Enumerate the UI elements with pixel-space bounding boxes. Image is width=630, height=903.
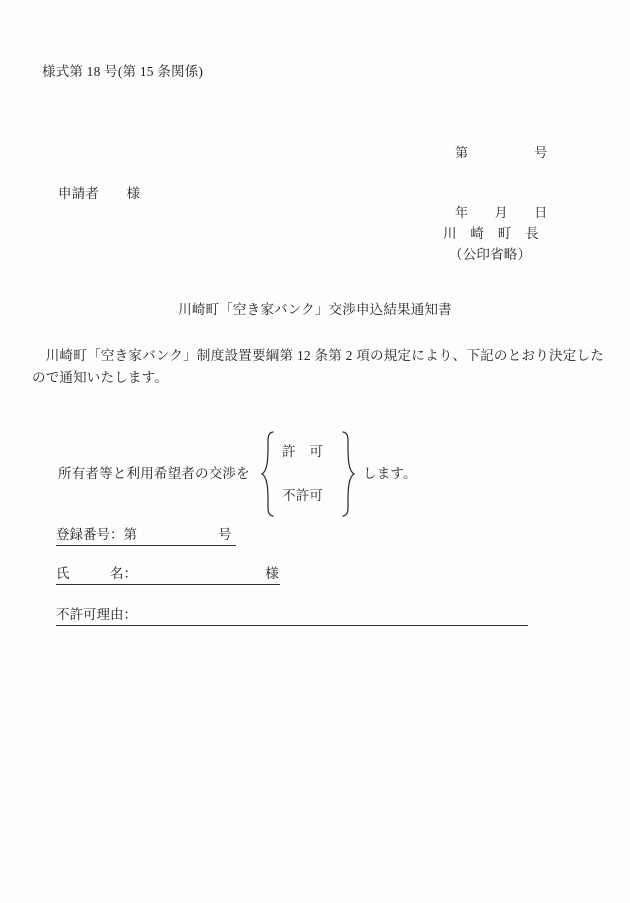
decision-label: 所有者等と利用希望者の交渉を — [58, 466, 250, 481]
decision-row — [58, 430, 478, 520]
form-number: 様式第 18 号(第 15 条関係) — [42, 64, 204, 79]
denial-reason-field[interactable]: 不許可理由： — [56, 603, 528, 626]
issue-date-line: 年 月 日 — [455, 204, 548, 220]
option-allow[interactable]: 許 可 — [282, 444, 324, 459]
decision-suffix: します。 — [363, 466, 417, 481]
issuer-seal-note: （公印省略） — [449, 247, 532, 262]
issue-number-line: 第 号 — [455, 145, 548, 160]
right-curly-brace-icon — [340, 430, 356, 518]
document-title: 川崎町「空き家バンク」交渉申込結果通知書 — [178, 302, 452, 317]
issuer-name: 川 崎 町 長 — [443, 226, 539, 241]
left-curly-brace-icon — [260, 430, 276, 518]
name-field[interactable]: 氏 名： 様 — [56, 562, 280, 585]
option-deny[interactable]: 不許可 — [282, 488, 324, 503]
registration-number-field[interactable]: 登録番号：第 号 — [56, 523, 236, 546]
addressee-line: 申請者 様 — [58, 186, 141, 201]
body-paragraph: 川崎町「空き家バンク」制度設置要綱第 12 条第 2 項の規定により、下記のとおり決定したので通知いたします。 — [32, 348, 604, 385]
